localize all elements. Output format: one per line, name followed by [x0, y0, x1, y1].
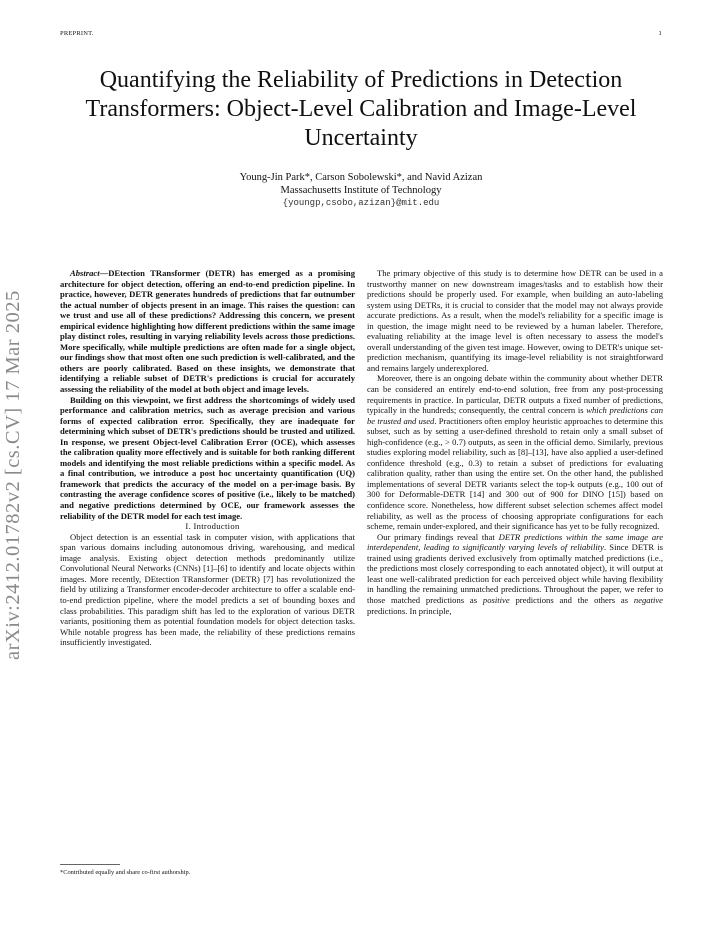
emphasis: DETR predictions within the same image are interdependent, leading to significantly varying levels of reliability: [367, 531, 664, 553]
abstract-paragraph-2: Building on this viewpoint, we first address the shortcomings of widely used performance and calibration metrics, such as average precision and various forms of expected calibration error. Specifically, they are inadequate for determining which subset of DETR's predictions should be trusted and utilized. In response, we present Object-level Calibration Error (OCE), which assesses the calibration quality more effectively and is suitable for both ranking different models and identifying the most reliable predictions within a specific model. As a final contribution, we introduce a post hoc uncertainty quantification (UQ) framework that predicts the accuracy of the model on a per-image basis. By contrasting the average confidence scores of positive (i.e., likely to be matched) and negative predictions determined by OCE, our framework assesses the reliability of the DETR model for each test image.: [60, 394, 355, 521]
left-column: [60, 268, 355, 648]
emphasis: which predictions can be trusted and used: [367, 405, 663, 426]
author-emails: {youngp,csobo,azizan}@mit.edu: [282, 198, 440, 208]
body-paragraph-3: [367, 532, 663, 616]
emphasis: negative: [633, 594, 663, 605]
text-span: predictions and the others as: [509, 594, 634, 605]
text-span: Our primary findings reveal that: [377, 531, 499, 542]
text-span: . Practitioners often employ heuristic approaches to determine this subset, such as by setting a user-defined threshold to retain only a small subset of high-confidence (e.g., > 0.7) outputs, as seen in the official demo. Similarly, previous studies exploring model reliability, such as [8]–[13], have also applied a user-defined confidence threshold (e.g., 0.3) to retain a subset of predictions for evaluating calibration quality, rather than using the entire set. On the other hand, the published implementations of several DETR variants select the top-k outputs (e.g., 100 out of 300 for Deformable-DETR [14] and 300 out of 900 for DINO [15]) based on confidence score. Nonetheless, how different subset selection schemes affect model reliability, as well as the process of choosing appropriate configurations for each scheme, remain under-explored, and their significance has yet to be fully recognized.: [367, 415, 663, 532]
arxiv-identifier: arXiv:2412.01782v2 [cs.CV] 17 Mar 2025: [2, 290, 24, 660]
footnote: *Contributed equally and share co-first authorship.: [60, 869, 191, 876]
emphasis: positive: [482, 594, 510, 605]
running-header: PREPRINT.: [60, 30, 94, 37]
author-block: [60, 171, 662, 210]
right-column: [367, 268, 663, 616]
text-span: predictions. In principle,: [367, 605, 452, 616]
body-paragraph-1: The primary objective of this study is to determine how DETR can be used in a trustworthy manner on new downstream images/tasks and to establish how their predictions should be properly used. For example, when building an auto-labeling system using DETRs, it is crucial to consider that the model may not always provide accurate predictions. As a result, when the model's reliability for a specific image is in question, the image might need to be reviewed by a human labeler. Therefore, evaluating reliability at the image level is often necessary to assess the model's overall understanding of the given test image. However, owing to DETR's unique set-prediction mechanism, quantifying its image-level reliability is not straightforward and remains largely underexplored.: [367, 268, 663, 373]
body-paragraph-2: [367, 373, 663, 531]
footnote-rule: [60, 864, 120, 865]
abstract: [60, 268, 355, 395]
affiliation: Massachusetts Institute of Technology: [280, 185, 442, 196]
text-span: Moreover, there is an ongoing debate within the community about whether DETR can be considered an entirely end-to-end solution, free from any post-processing requirements in practice. In particular, DETR outputs a fixed number of predictions, typically in the hundreds; consequently, the central concern is: [367, 373, 663, 416]
paper-title: Quantifying the Reliability of Predictions in Detection Transformers: Object-Level Calibration and Image-Level Uncertainty: [85, 67, 637, 151]
page-number: 1: [658, 30, 662, 37]
intro-paragraph: Object detection is an essential task in computer vision, with applications that span various domains including autonomous driving, warehousing, and medical image analysis. Existing object detection methods predominantly utilize Convolutional Neural Networks (CNNs) [1]–[6] to identify and locate objects within images. More recently, DEtection TRansformer (DETR) [7] has revolutionized the field by utilizing a Transformer encoder-decoder architecture to offer a scalable end-to-end prediction pipeline, where the model predicts a set of bounding boxes and class probabilities. This paradigm shift has led to the exploration of various DETR variants, positioning them as potential foundation models for object detection tasks. While notable progress has been made, the reliability of these predictions remains insufficiently investigated.: [60, 531, 355, 648]
abstract-label: Abstract: [70, 268, 100, 278]
text-span: . Since DETR is trained using gradients derived exclusively from optimally matched predictions (i.e., the predictions most closely corresponding to each annotated object), it will output at least one well-calibrated prediction for each perceived object while having flexibility in handling the remaining unmatched predictions. Throughout the paper, we refer to those matched predictions as: [367, 542, 664, 605]
author-names: Young-Jin Park*, Carson Sobolewski*, and Navid Azizan: [239, 172, 483, 183]
section-heading-introduction: I. Introduction: [185, 521, 240, 532]
abstract-text: —DEtection TRansformer (DETR) has emerged as a promising architecture for object detection, offering an end-to-end prediction pipeline. In practice, however, DETR generates hundreds of predictions that far outnumber the actual number of objects present in an image. This raises the question: can we trust and use all of these predictions? Addressing this concern, we present empirical evidence highlighting how different predictions within the same image play distinct roles, resulting in varying reliability levels across those predictions. More specifically, while multiple predictions are often made for a single object, our findings show that most often one such prediction is well-calibrated, and the others are poorly calibrated. Based on these insights, we demonstrate that identifying a reliable subset of DETR's predictions is crucial for accurately assessing the reliability of the model at both object and image levels.: [60, 268, 355, 395]
